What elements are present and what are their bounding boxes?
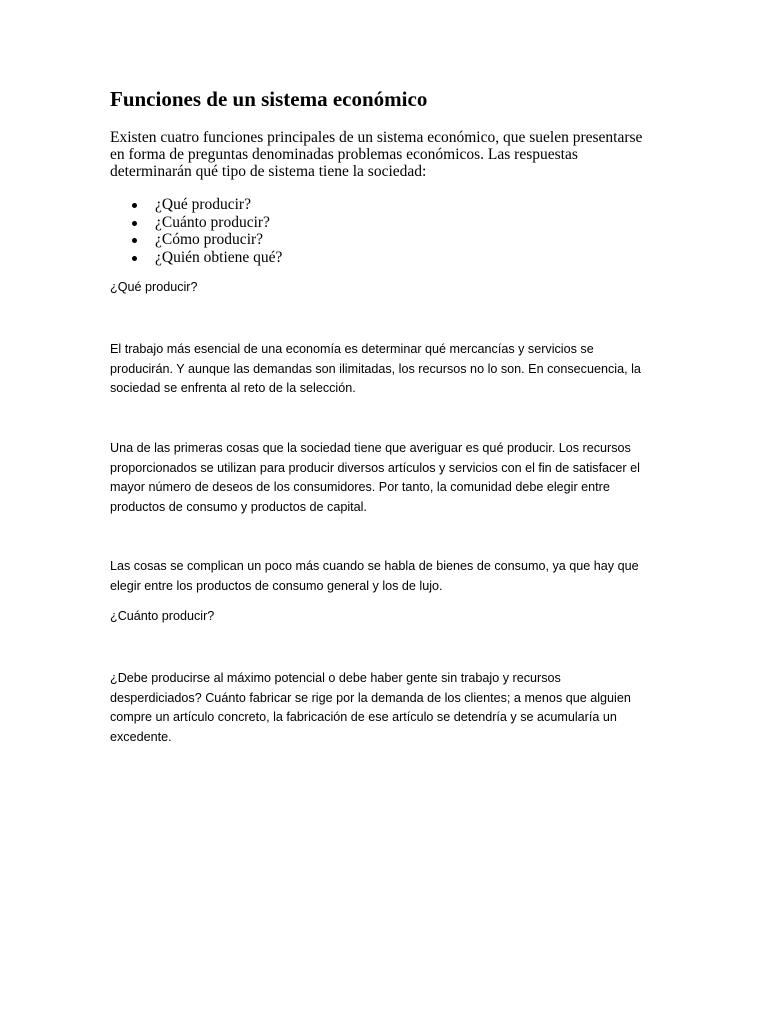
paragraph-line: productos de consumo y productos de capital. — [110, 499, 367, 514]
list-item — [110, 196, 282, 214]
paragraph-line: proporcionados se utilizan para producir diversos artículos y servicios con el fin de satisfacer el — [110, 460, 640, 475]
intro-line: determinarán qué tipo de sistema tiene la sociedad: — [110, 163, 427, 180]
paragraph-line: desperdiciados? Cuánto fabricar se rige por la demanda de los clientes; a menos que alguien — [110, 690, 631, 705]
section-heading-que-producir: ¿Qué producir? — [110, 280, 198, 294]
intro-line: Existen cuatro funciones principales de un sistema económico, que suelen presentarse — [110, 129, 643, 146]
paragraph-line: compre un artículo concreto, la fabricación de ese artículo se detendría y se acumularía un — [110, 710, 617, 724]
list-item — [110, 214, 282, 232]
intro-line: en forma de preguntas denominadas problemas económicos. Las respuestas — [110, 146, 578, 163]
section-heading-cuanto-producir: ¿Cuánto producir? — [110, 609, 215, 623]
paragraph-line: mayor número de deseos de los consumidores. Por tanto, la comunidad debe elegir entre — [110, 480, 610, 494]
paragraph-line: Una de las primeras cosas que la sociedad tiene que averiguar es qué producir. Los recursos — [110, 441, 631, 455]
list-item-text: ¿Quién obtiene qué? — [155, 248, 283, 266]
paragraph-line: excedente. — [110, 729, 172, 744]
functions-list — [110, 196, 282, 266]
paragraph-line: ¿Debe producirse al máximo potencial o debe haber gente sin trabajo y recursos — [110, 671, 561, 685]
paragraph-line: elegir entre los productos de consumo general y los de lujo. — [110, 578, 443, 593]
list-item-text: ¿Qué producir? — [155, 196, 251, 213]
document-title: Funciones de un sistema económico — [110, 87, 428, 111]
list-item-text: ¿Cómo producir? — [155, 231, 264, 248]
paragraph-line: El trabajo más esencial de una economía es determinar qué mercancías y servicios se — [110, 342, 594, 356]
bullet-icon — [132, 256, 137, 261]
bullet-icon — [132, 203, 137, 208]
paragraph — [110, 340, 641, 399]
paragraph-line: sociedad se enfrenta al reto de la selección. — [110, 381, 356, 395]
list-item — [110, 249, 282, 267]
paragraph — [110, 669, 631, 747]
paragraph-line: Las cosas se complican un poco más cuando se habla de bienes de consumo, ya que hay que — [110, 559, 639, 573]
paragraph-line: producirán. Y aunque las demandas son ilimitadas, los recursos no lo son. En consecuencia, la — [110, 361, 641, 376]
paragraph — [110, 557, 639, 596]
bullet-icon — [132, 221, 137, 226]
list-item — [110, 231, 282, 249]
list-item-text: ¿Cuánto producir? — [155, 213, 270, 231]
bullet-icon — [132, 238, 137, 243]
intro-paragraph — [110, 129, 670, 180]
paragraph — [110, 439, 640, 517]
